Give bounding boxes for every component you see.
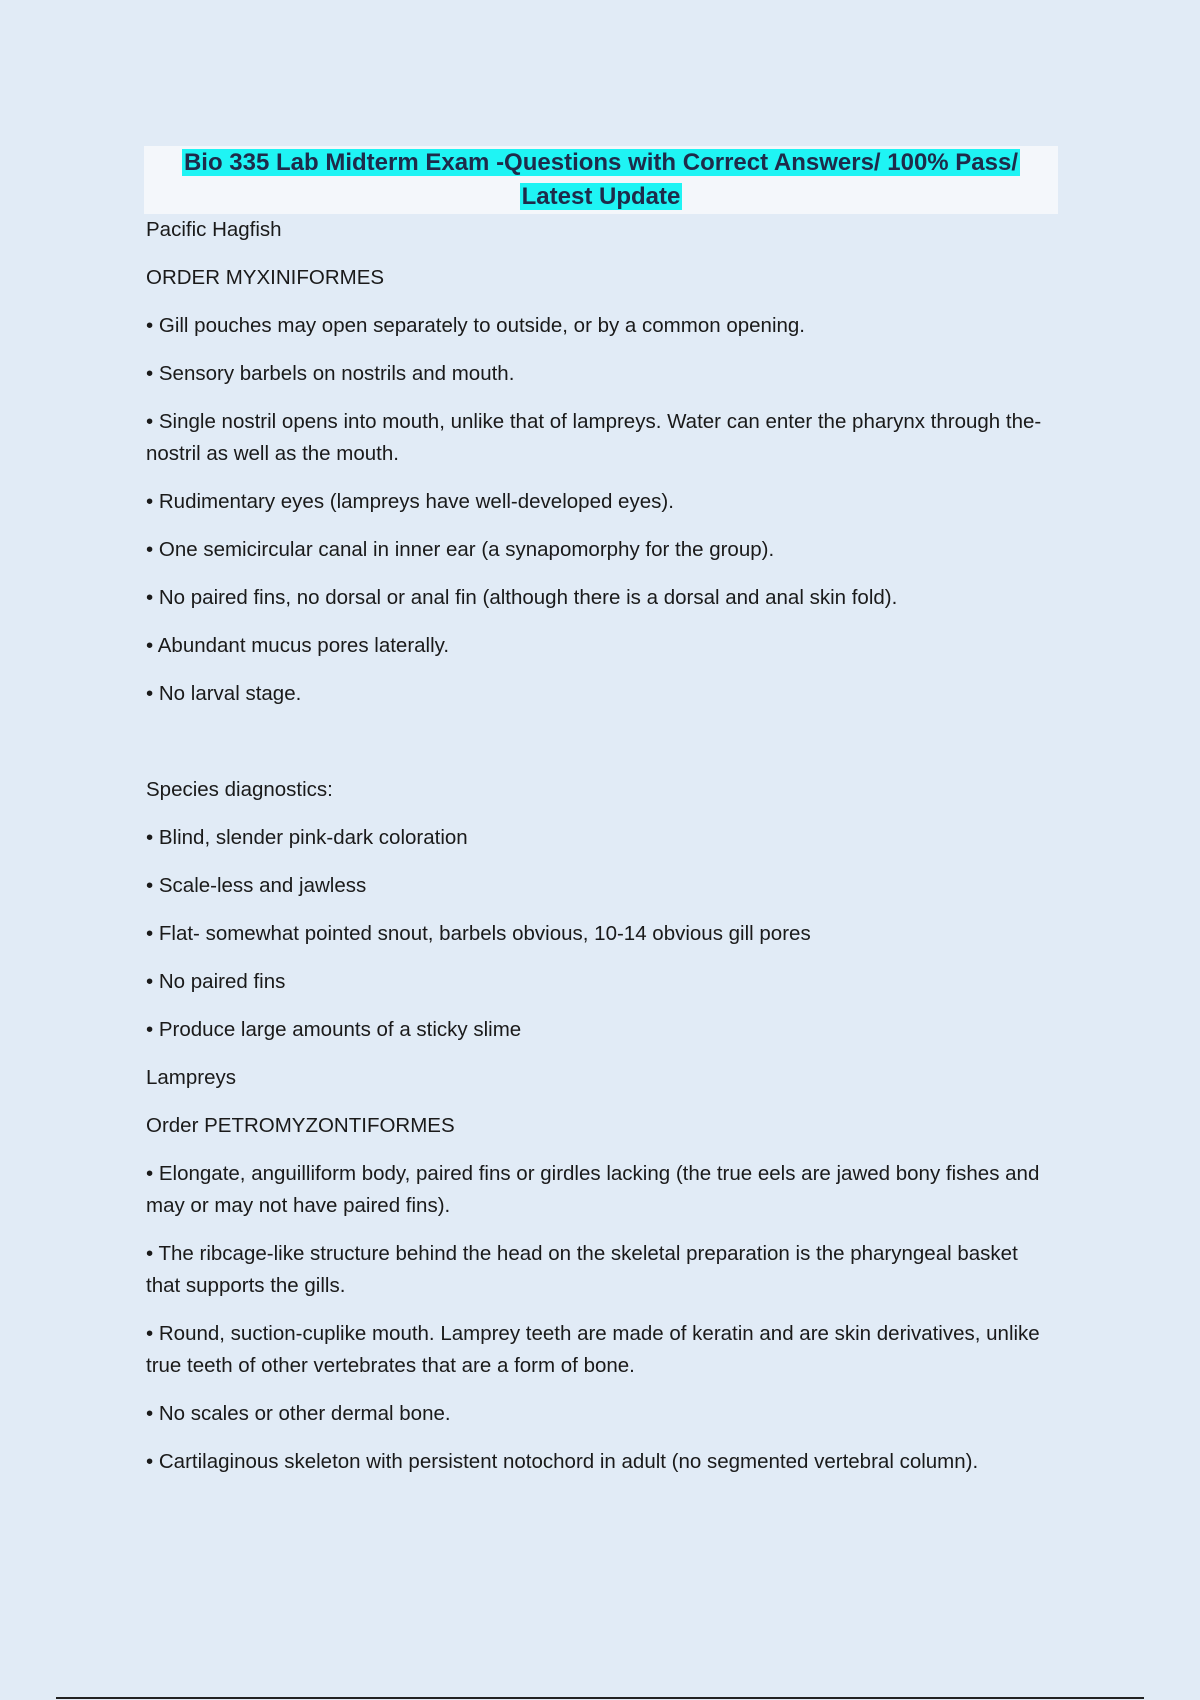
document-body xyxy=(146,214,1046,1494)
bullet-item: • No larval stage. xyxy=(146,682,302,705)
title-line-1: Bio 335 Lab Midterm Exam -Questions with Correct Answers/ 100% Pass/ xyxy=(183,149,1019,176)
bullet-item: • Abundant mucus pores laterally. xyxy=(146,634,450,657)
footer-divider xyxy=(56,1697,1144,1699)
bullet-item: • Blind, slender pink-dark coloration xyxy=(146,826,468,849)
bullet-item: • Scale-less and jawless xyxy=(146,874,367,897)
bullet-item: • The ribcage-like structure behind the head on the skeletal preparation is the pharyngeal basket that supports the gills. xyxy=(146,1242,1024,1297)
bullet-item: • Cartilaginous skeleton with persistent notochord in adult (no segmented vertebral column). xyxy=(146,1450,979,1473)
bullet-item: • No paired fins xyxy=(146,970,286,993)
bullet-item: • Rudimentary eyes (lampreys have well-developed eyes). xyxy=(146,490,674,513)
bullet-item: • Round, suction-cuplike mouth. Lamprey teeth are made of keratin and are skin derivatives, unlike true teeth of other vertebrates that are a form of bone. xyxy=(146,1322,1046,1377)
bullet-item: • Produce large amounts of a sticky slime xyxy=(146,1018,522,1041)
document-title xyxy=(144,146,1058,214)
paragraph-spacer xyxy=(146,726,1046,774)
bullet-item: • One semicircular canal in inner ear (a synapomorphy for the group). xyxy=(146,538,775,561)
bullet-item: • Single nostril opens into mouth, unlike that of lampreys. Water can enter the pharynx through the-nostril as well as the mouth. xyxy=(146,410,1042,465)
bullet-item: • Gill pouches may open separately to outside, or by a common opening. xyxy=(146,314,805,337)
title-line-2: Latest Update xyxy=(521,183,681,210)
bullet-item: • No paired fins, no dorsal or anal fin (although there is a dorsal and anal skin fold). xyxy=(146,586,898,609)
bullet-item: • Flat- somewhat pointed snout, barbels obvious, 10-14 obvious gill pores xyxy=(146,922,811,945)
order-heading-myxiniformes: ORDER MYXINIFORMES xyxy=(146,266,385,289)
order-heading-petromyzontiformes: Order PETROMYZONTIFORMES xyxy=(146,1114,455,1137)
bullet-item: • Sensory barbels on nostrils and mouth. xyxy=(146,362,515,385)
bullet-item: • Elongate, anguilliform body, paired fins or girdles lacking (the true eels are jawed bony fishes and may or may not have paired fins). xyxy=(146,1162,1046,1217)
section-heading-hagfish: Pacific Hagfish xyxy=(146,218,282,241)
bullet-item: • No scales or other dermal bone. xyxy=(146,1402,451,1425)
section-heading-lampreys: Lampreys xyxy=(146,1066,237,1089)
species-diagnostics-heading: Species diagnostics: xyxy=(146,778,333,801)
